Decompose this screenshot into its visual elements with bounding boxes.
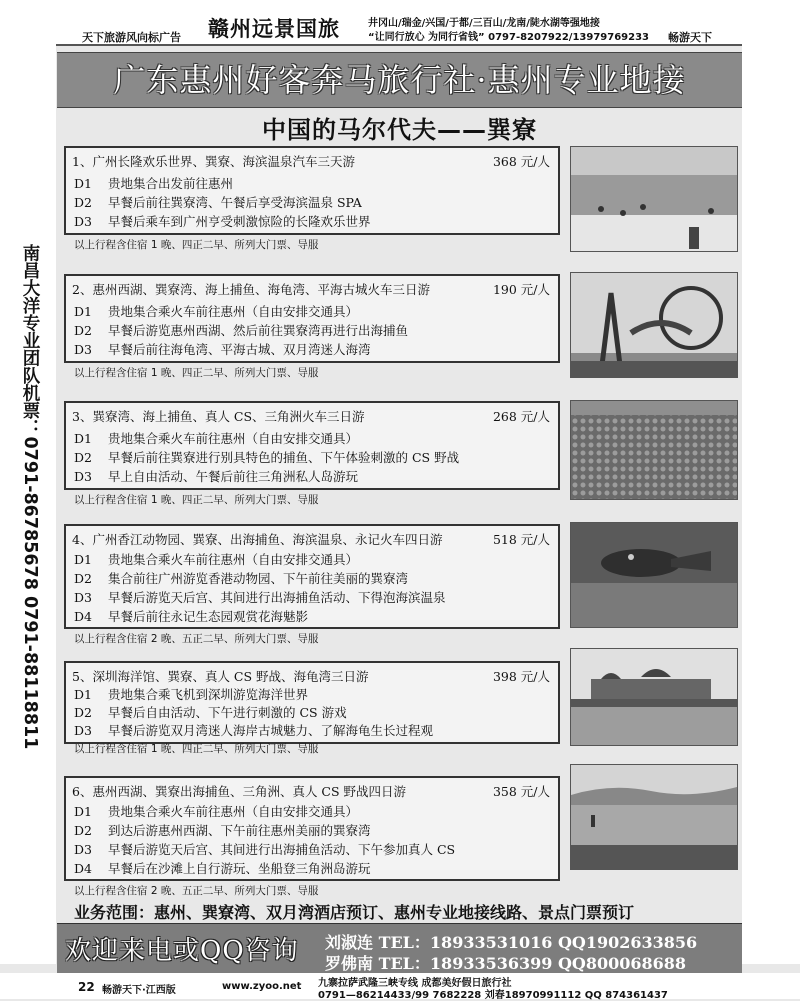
tour-price: 368 元/人 [492, 154, 550, 169]
itinerary-day [74, 212, 371, 230]
magazine-name: 畅游天下·江西版 [102, 985, 176, 996]
day-label: D2 [74, 705, 92, 720]
itinerary-day [74, 588, 446, 606]
itinerary-day [74, 302, 358, 320]
day-text: 早餐后游览天后宫、其间进行出海捕鱼活动、下午参加真人 CS [108, 842, 456, 857]
day-label: D1 [74, 804, 92, 819]
page-subtitle: 中国的马尔代夫——巽寮 [262, 116, 537, 144]
day-label: D3 [74, 842, 92, 857]
day-text: 早餐后前往巽寮湾、午餐后享受海滨温泉 SPA [108, 195, 362, 210]
day-text: 贵地集合乘火车前往惠州（自由安排交通具） [108, 552, 359, 567]
side-ad-text: 南昌大洋专业团队机票：0791-86785678 0791-88118811 [20, 244, 40, 750]
itinerary-day [74, 550, 358, 568]
tour-price: 398 元/人 [492, 669, 550, 684]
tour-title: 5、深圳海洋馆、巽寮、真人 CS 野战、海龟湾三日游 [72, 669, 369, 684]
right-margin [742, 44, 800, 964]
tour-box [64, 524, 560, 629]
tour-box [64, 401, 560, 490]
day-label: D2 [74, 823, 92, 838]
tour-title: 2、惠州西湖、巽寮湾、海上捕鱼、海龟湾、平海古城火车三日游 [72, 282, 430, 297]
itinerary-day [74, 840, 455, 858]
contact-banner [57, 923, 742, 975]
day-text: 早餐后游览惠州西湖、然后前往巽寮湾再进行出海捕鱼 [108, 323, 409, 338]
tour-note: 以上行程含住宿 1 晚、四正二早、所列大门票、导服 [74, 239, 319, 251]
header-destinations: 井冈山/瑞金/兴国/于都/三百山/龙南/陡水湖等强地接 [368, 18, 600, 29]
day-label: D4 [74, 609, 92, 624]
itinerary-day [74, 193, 362, 211]
flower-field-photo [570, 400, 738, 500]
day-text: 早餐后在沙滩上自行游玩、坐船登三角洲岛游玩 [108, 861, 371, 876]
day-text: 贵地集合乘飞机到深圳游览海洋世界 [108, 687, 309, 702]
tour-price: 190 元/人 [492, 282, 550, 297]
west-lake-photo [570, 764, 738, 870]
day-text: 贵地集合出发前往惠州 [108, 176, 234, 191]
day-text: 贵地集合乘火车前往惠州（自由安排交通具） [108, 431, 359, 446]
tour-title: 1、广州长隆欢乐世界、巽寮、海滨温泉汽车三天游 [72, 154, 355, 169]
day-text: 早餐后乘车到广州亨受刺激惊险的长隆欢乐世界 [108, 214, 371, 229]
day-text: 贵地集合乘火车前往惠州（自由安排交通具） [108, 304, 359, 319]
day-label: D1 [74, 552, 92, 567]
day-label: D3 [74, 723, 92, 738]
day-text: 集合前往广州游览香港动物园、下午前往美丽的巽寮湾 [108, 571, 409, 586]
tour-note: 以上行程含住宿 1 晚、四正二早、所列大门票、导服 [74, 367, 319, 379]
day-label: D2 [74, 571, 92, 586]
itinerary-day [74, 467, 358, 485]
day-label: D3 [74, 590, 92, 605]
tour-box [64, 776, 560, 881]
day-label: D3 [74, 214, 92, 229]
day-label: D2 [74, 323, 92, 338]
itinerary-day [74, 321, 408, 339]
day-text: 早餐后游览天后宫、其间进行出海捕鱼活动、下得泡海滨温泉 [108, 590, 446, 605]
itinerary-day [74, 821, 371, 839]
banner-title: 广东惠州好客奔马旅行社·惠州专业地接 [57, 52, 742, 108]
page-footer [0, 973, 800, 999]
header-brand: 赣州远景国旅 [208, 17, 340, 41]
header-slogan: “让同行放心 为同行省钱” 0797-8207922/13979769233 [368, 32, 649, 43]
day-text: 早餐后游览双月湾迷人海岸古城魅力、了解海龟生长过程观 [108, 723, 434, 738]
itinerary-day [74, 429, 358, 447]
itinerary-day [74, 174, 233, 192]
footer-ad-line: 0791—86214433/99 7682228 刘春18970991112 QQ 874361437 [318, 990, 668, 1001]
rollercoaster-photo [570, 272, 738, 378]
day-label: D1 [74, 176, 92, 191]
page-number: 22 [78, 980, 95, 994]
ocean-park-photo [570, 648, 738, 746]
itinerary-day [74, 703, 347, 721]
website-text: www.zyoo.net [222, 981, 302, 992]
day-text: 早餐后前往永记生态园观赏花海魅影 [108, 609, 309, 624]
tour-title: 6、惠州西湖、巽寮出海捕鱼、三角洲、真人 CS 野战四日游 [72, 784, 407, 799]
header-right-text: 畅游天下 [668, 31, 712, 44]
day-label: D1 [74, 431, 92, 446]
day-text: 贵地集合乘火车前往惠州（自由安排交通具） [108, 804, 359, 819]
day-label: D1 [74, 687, 92, 702]
itinerary-day [74, 859, 371, 877]
itinerary-day [74, 802, 358, 820]
tour-price: 358 元/人 [492, 784, 550, 799]
tour-note: 以上行程含住宿 2 晚、五正二早、所列大门票、导服 [74, 885, 319, 897]
tour-price: 268 元/人 [492, 409, 550, 424]
crocodile-photo [570, 522, 738, 628]
day-text: 早餐后前往海龟湾、平海古城、双月湾迷人海湾 [108, 342, 371, 357]
itinerary-day [74, 721, 433, 739]
day-text: 早餐后自由活动、下午进行刺激的 CS 游戏 [108, 705, 347, 720]
tour-note: 以上行程含住宿 2 晚、五正二早、所列大门票、导服 [74, 633, 319, 645]
day-label: D3 [74, 342, 92, 357]
header-left-text: 天下旅游风向标广告 [82, 31, 181, 44]
welcome-text: 欢迎来电或QQ咨询 [65, 936, 299, 966]
contact-line: 罗佛南 TEL：18933536399 QQ800068688 [325, 954, 687, 973]
day-label: D2 [74, 450, 92, 465]
itinerary-day [74, 685, 308, 703]
business-scope: 业务范围：惠州、巽寮湾、双月湾酒店预订、惠州专业地接线路、景点门票预订 [74, 903, 635, 922]
tour-title: 4、广州香江动物园、巽寮、出海捕鱼、海滨温泉、永记火车四日游 [72, 532, 443, 547]
day-text: 到达后游惠州西湖、下午前往惠州美丽的巽寮湾 [108, 823, 371, 838]
top-ad-bar [0, 0, 800, 46]
day-label: D2 [74, 195, 92, 210]
day-label: D1 [74, 304, 92, 319]
tour-box [64, 661, 560, 744]
footer-ad-line: 九寨拉萨武隆三峡专线 成都美好假日旅行社 [318, 978, 512, 989]
tour-note: 以上行程含住宿 1 晚、四正二早、所列大门票、导服 [74, 743, 319, 755]
tour-title: 3、巽寮湾、海上捕鱼、真人 CS、三角洲火车三日游 [72, 409, 365, 424]
beach-photo [570, 146, 738, 252]
day-text: 早餐后前往巽寮进行别具特色的捕鱼、下午体验刺激的 CS 野战 [108, 450, 460, 465]
day-label: D4 [74, 861, 92, 876]
tour-box [64, 146, 560, 235]
day-text: 早上自由活动、午餐后前往三角洲私人岛游玩 [108, 469, 359, 484]
tour-note: 以上行程含住宿 1 晚、四正二早、所列大门票、导服 [74, 494, 319, 506]
itinerary-day [74, 569, 408, 587]
day-label: D3 [74, 469, 92, 484]
itinerary-day [74, 340, 371, 358]
tour-box [64, 274, 560, 363]
contact-line: 刘淑连 TEL：18933531016 QQ1902633856 [325, 933, 698, 952]
tour-price: 518 元/人 [492, 532, 550, 547]
itinerary-day [74, 607, 308, 625]
itinerary-day [74, 448, 459, 466]
